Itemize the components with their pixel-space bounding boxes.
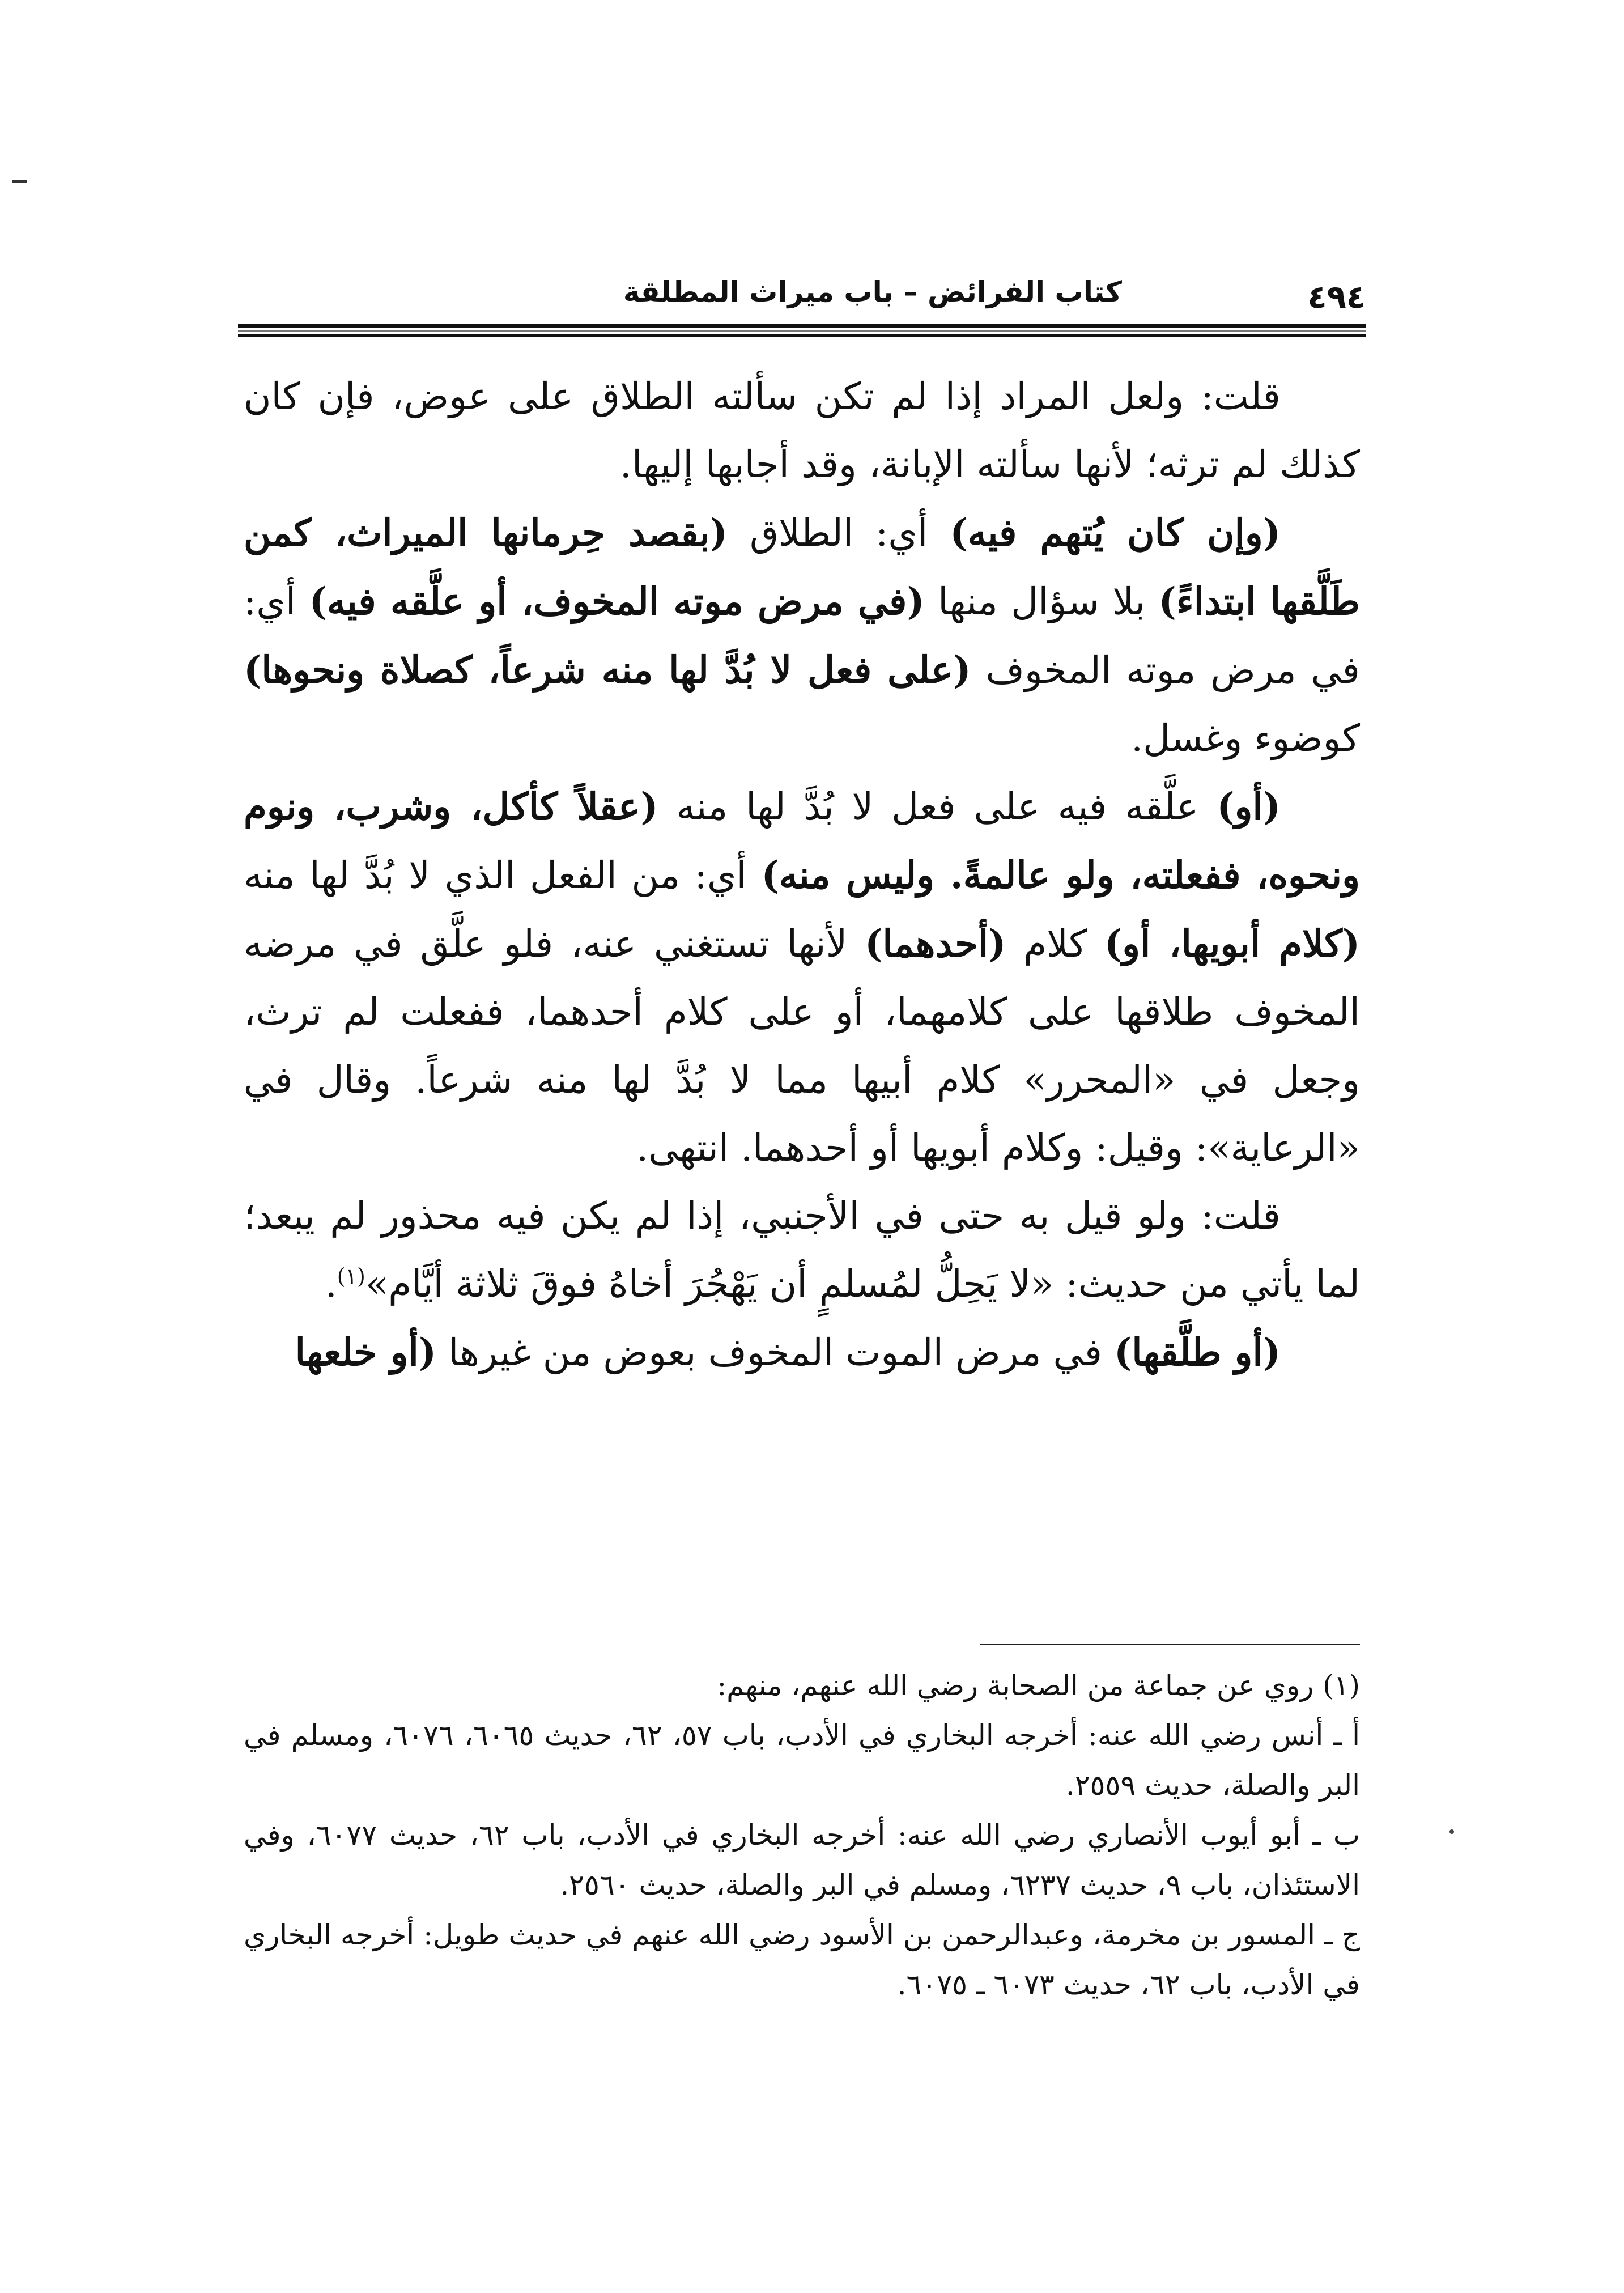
footnote-line: أ ـ أنس رضي الله عنه: أخرجه البخاري في الأدب، باب ٥٧، ٦٢، حديث ٦٠٦٥، ٦٠٧٦، ومسلم في البر والصلة، حديث ٢٥٥٩. bbox=[244, 1719, 1361, 1802]
matn-text: (عقلاً كأكل، وشرب، ونوم ونحوه، ففعلته، ولو عالمةً. وليس منه) bbox=[244, 784, 1361, 897]
footnote-line: (١) روي عن جماعة من الصحابة رضي الله عنهم، منهم: bbox=[717, 1669, 1360, 1702]
scan-artifact-mark bbox=[12, 180, 27, 183]
footnote-line: ب ـ أبو أيوب الأنصاري رضي الله عنه: أخرجه البخاري في الأدب، باب ٦٢، حديث ٦٠٧٧، وفي الاستئذان، باب ٩، حديث ٦٢٣٧، ومسلم في البر والصلة، حديث ٢٥٦٠. bbox=[244, 1819, 1360, 1901]
matn-text: (في مرض موته المخوف، أو علَّقه فيه) bbox=[309, 579, 925, 623]
scan-artifact-dot bbox=[1449, 1829, 1454, 1834]
sharh-text: قلت: ولعل المراد إذا لم تكن سألته الطلاق على عوض، فإن كان كذلك لم ترثه؛ لأنها سألته الإبانة، وقد أجابها إليها. bbox=[244, 375, 1360, 486]
footnotes bbox=[244, 1661, 1360, 2010]
body-paragraph bbox=[244, 772, 1360, 1182]
body-paragraph bbox=[244, 1318, 1360, 1387]
matn-text: (أحدهما) bbox=[865, 922, 1006, 966]
matn-text: (أو خلعها bbox=[295, 1330, 437, 1374]
sharh-text: كلام bbox=[1006, 922, 1104, 966]
matn-text: (على فعل لا بُدَّ لها منه شرعاً، كصلاة ونحوها) bbox=[244, 648, 971, 692]
sharh-text: لأنها تستغني عنه، فلو علَّق في مرضه المخوف طلاقها على كلامهما، أو على كلام أحدهما، ففعلت لم ترث، وجعل في «المحرر» كلام أبيها مما لا بُدَّ لها منه شرعاً. وقال في «الرعاية»: وقيل: وكلام أبويها أو أحدهما. انتهى. bbox=[244, 922, 1360, 1170]
page-number: ٤٩٤ bbox=[1307, 279, 1366, 316]
footnote-reference: (١) bbox=[337, 1264, 365, 1289]
body-paragraph bbox=[244, 1182, 1360, 1318]
body-paragraph bbox=[244, 499, 1360, 772]
sharh-text: أي: في مرض موته المخوف bbox=[244, 580, 1360, 692]
matn-text: (بقصد حِرمانها الميراث، كمن طَلَّقها ابتداءً) bbox=[244, 511, 1361, 623]
matn-text: (أو) bbox=[1217, 784, 1281, 829]
sharh-text: قلت: ولو قيل به حتى في الأجنبي، إذا لم يكن فيه محذور لم يبعد؛ لما يأتي من حديث: «لا يَحِلُّ لمُسلمٍ أن يَهْجُرَ أخاهُ فوقَ ثلاثة أيَّام» bbox=[244, 1194, 1360, 1306]
body-paragraph bbox=[244, 363, 1360, 499]
sharh-text: أي: من الفعل الذي لا بُدَّ لها منه bbox=[244, 853, 762, 897]
sharh-text: . bbox=[325, 1262, 337, 1306]
sharh-text: أي: الطلاق bbox=[727, 511, 950, 555]
sharh-text: كوضوء وغسل. bbox=[1131, 716, 1360, 760]
main-text bbox=[244, 363, 1360, 1387]
header-title: كتاب الفرائض – باب ميراث المطلقة bbox=[623, 275, 1122, 308]
sharh-text: في مرض الموت المخوف بعوض من غيرها bbox=[436, 1331, 1115, 1374]
footnote-line: ج ـ المسور بن مخرمة، وعبدالرحمن بن الأسود رضي الله عنهم في حديث طويل: أخرجه البخاري في الأدب، باب ٦٢، حديث ٦٠٧٣ ـ ٦٠٧٥. bbox=[244, 1918, 1360, 2001]
sharh-text: بلا سؤال منها bbox=[924, 580, 1159, 623]
header-rule bbox=[238, 324, 1366, 337]
sharh-text: علَّقه فيه على فعل لا بُدَّ لها منه bbox=[658, 785, 1217, 829]
footnote-separator bbox=[980, 1644, 1360, 1645]
matn-text: (كلام أبويها، أو) bbox=[1104, 922, 1360, 966]
matn-text: (وإن كان يُتهم فيه) bbox=[950, 511, 1281, 555]
running-header bbox=[238, 266, 1366, 340]
matn-text: (أو طلَّقها) bbox=[1114, 1330, 1281, 1374]
